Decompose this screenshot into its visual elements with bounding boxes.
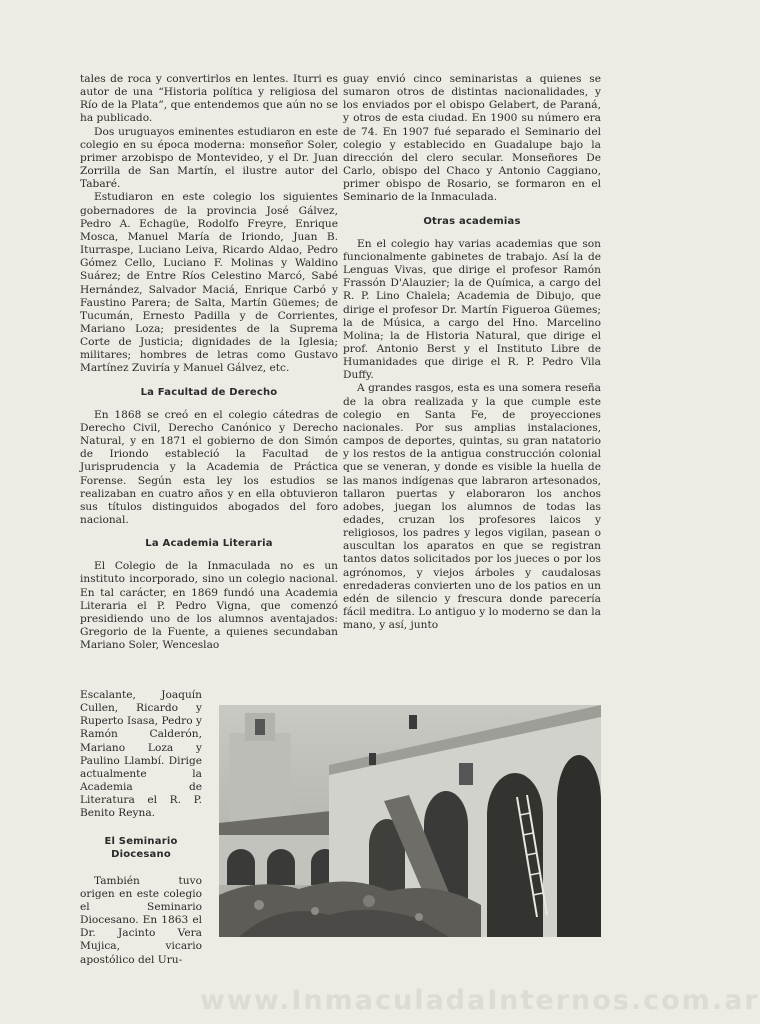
- section-heading-otras: Otras academias: [423, 215, 521, 227]
- paragraph: guay envió cinco seminaristas a quienes se sumaron otros de distintas nacionalidades, y los enviados por el obispo Gelabert, de Paraná, y otros de esta ciudad. En 1900 su número era de 74. En 1907 fué separado el Seminario del colegio y establecido en Guadalupe bajo la dirección del clero secular. Monseñores De Carlo, obispo del Chaco y Antonio Caggiano, primer obispo de Rosario, se formaron en el Seminario de la Inmaculada.: [343, 73, 601, 204]
- section-heading-seminario: El Seminario Diocesano: [104, 835, 178, 860]
- courtyard-illustration: [219, 705, 601, 937]
- paragraph: En 1868 se creó en el colegio cátedras de Derecho Civil, Derecho Canónico y Derecho Natural, y en 1871 el gobierno de don Simón de Iriondo estableció la Facultad de Jurisprudencia y la Academia de Práctica Forense. Según esta ley los estudios se realizaban en cuatro años y en ella obtuvieron sus títulos distinguidos abogados del foro nacional.: [80, 408, 338, 526]
- paragraph: A grandes rasgos, esta es una somera reseña de la obra realizada y la que cumple este colegio en Santa Fe, de proyecciones nacionales. Por sus amplias instalaciones, campos de deportes, quintas, su gran natatorio y los restos de la antigua construcción colonial que se veneran, y donde es visible la huella de las manos indígenas que labraron artesonados, tallaron puertas y elaboraron los anchos adobes, juegan los alumnos de todas las edades, cruzan los profesores laicos y religiosos, los padres y legos vigilan, pasean o auscultan los aparatos en que se registran tantos datos solicitados por los jueces o por los agrónomos, y viejos árboles y caudalosas enredaderas convierten uno de los patios en un edén de silencio y frescura donde parecería fácil meditra. Lo antiguo y lo moderno se dan la mano, y así, junto: [343, 382, 601, 632]
- courtyard-photo: [219, 705, 601, 937]
- paragraph: Escalante, Joaquín Cullen, Ricardo y Ruperto Isasa, Pedro y Ramón Calderón, Mariano Loza y Paulino Llambí. Dirige actualmente la Academia de Literatura el R. P. Benito Reyna.: [80, 689, 202, 820]
- paragraph: Dos uruguayos eminentes estudiaron en este colegio en su época moderna: monseñor Soler, primer arzobispo de Montevideo, y el Dr. Juan Zorrilla de San Martín, el ilustre autor del Tabaré.: [80, 125, 338, 191]
- narrow-text-column: [80, 689, 202, 967]
- paragraph: Estudiaron en este colegio los siguientes gobernadores de la provincia José Gálvez, Pedro A. Echagüe, Rodolfo Freyre, Enrique Mosca, Manuel María de Iriondo, Juan B. Iturraspe, Luciano Leiva, Ricardo Aldao, Pedro Gómez Cello, Luciano F. Molinas y Waldino Suárez; de Entre Ríos Celestino Marcó, Sabé Hernández, Salvador Maciá, Enrique Carbó y Faustino Parera; de Salta, Martín Güemes; de Tucumán, Ernesto Padilla y de Corrientes, Mariano Loza; presidentes de la Suprema Corte de Justicia; dignidades de la Iglesia; militares; hombres de letras como Gustavo Martínez Zuviría y Manuel Gálvez, etc.: [80, 191, 338, 375]
- section-heading-literaria: La Academia Literaria: [145, 538, 273, 550]
- right-text-column: [343, 73, 601, 632]
- watermark: www.InmaculadaInternos.com.ar: [200, 985, 760, 1016]
- paragraph: El Colegio de la Inmaculada no es un instituto incorporado, sino un colegio nacional. En tal carácter, en 1869 fundó una Academia Literaria el P. Pedro Vigna, que comenzó presidiendo uno de los alumnos aventajados: Gregorio de la Fuente, a quienes secundaban Mariano Soler, Wenceslao: [80, 560, 338, 652]
- paragraph: También tuvo origen en este colegio el Seminario Diocesano. En 1863 el Dr. Jacinto Vera Mujica, vicario apostólico del Uru-: [80, 874, 202, 966]
- left-text-column: [80, 73, 338, 652]
- paragraph: En el colegio hay varias academias que son funcionalmente gabinetes de trabajo. Así la de Lenguas Vivas, que dirige el profesor Ramón Frassón D'Alauzier; la de Química, a cargo del R. P. Lino Chalela; Academia de Dibujo, que dirige el profesor Dr. Martín Figueroa Güemes; la de Música, a cargo del Hno. Marcelino Molina; la de Historia Natural, que dirige el prof. Antonio Berst y el Instituto Libre de Humanidades que dirige el R. P. Pedro Vila Duffy.: [343, 237, 601, 382]
- section-heading-derecho: La Facultad de Derecho: [140, 386, 278, 398]
- paragraph: tales de roca y convertirlos en lentes. Iturri es autor de una “Historia política y religiosa del Río de la Plata”, que entendemos que aún no se ha publicado.: [80, 73, 338, 125]
